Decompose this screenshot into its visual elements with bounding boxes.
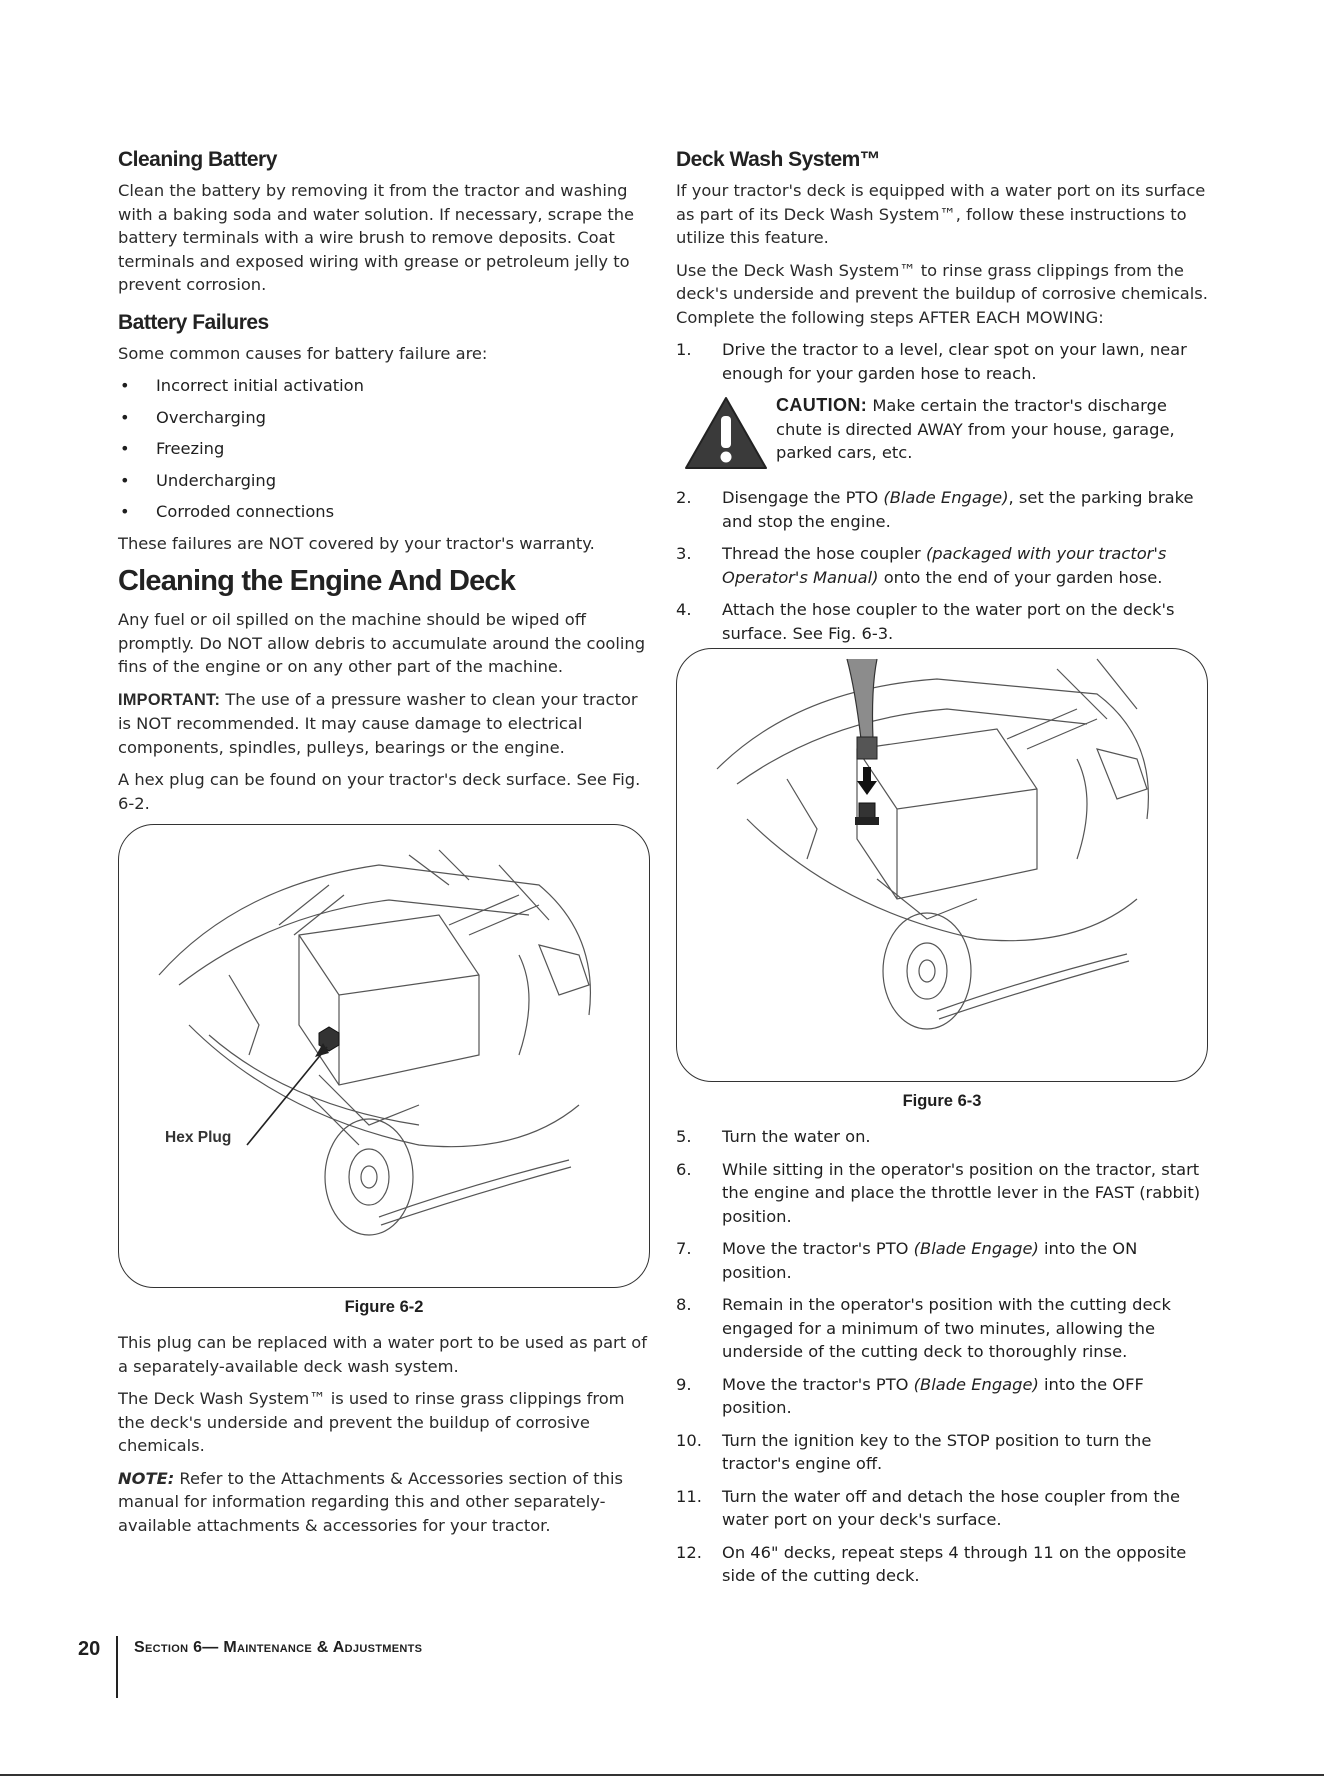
page-footer bbox=[78, 1636, 422, 1702]
list-item: 12. On 46" decks, repeat steps 4 through 11 on the opposite side of the cutting deck. bbox=[676, 1542, 1187, 1585]
important-label: IMPORTANT: bbox=[118, 690, 221, 709]
deck-hose-coupler-illustration bbox=[677, 649, 1208, 1081]
left-column bbox=[118, 148, 650, 1546]
list-item: 9. Move the tractor's PTO (Blade Engage) into the OFF position. bbox=[676, 1374, 1144, 1417]
cleaning-engine-heading: Cleaning the Engine And Deck bbox=[118, 565, 516, 597]
figure-6-3-caption: Figure 6-3 bbox=[902, 1092, 982, 1110]
list-item: • Overcharging bbox=[120, 407, 266, 427]
list-item: 8. Remain in the operator's position with the cutting deck engaged for a minimum of two minutes, allowing the underside of the cutting deck to thoroughly rinse. bbox=[676, 1295, 1171, 1361]
deck-wash-paragraph: The Deck Wash System™ is used to rinse grass clippings from the deck's underside and prevent the buildup of corrosive chemicals. bbox=[118, 1389, 625, 1455]
caution-label: CAUTION: bbox=[776, 395, 868, 415]
list-item: 11. Turn the water off and detach the hose coupler from the water port on your deck's surface. bbox=[676, 1486, 1181, 1529]
hex-plug-leader-line bbox=[247, 1047, 327, 1145]
caution-text: CAUTION: Make certain the tractor's discharge chute is directed AWAY from your house, garage, parked cars, etc. bbox=[776, 395, 1175, 462]
list-item: 2. Disengage the PTO (Blade Engage), set the parking brake and stop the engine. bbox=[676, 488, 1194, 531]
list-item: 7. Move the tractor's PTO (Blade Engage) into the ON position. bbox=[676, 1239, 1138, 1282]
battery-failures-intro: Some common causes for battery failure are: bbox=[118, 343, 488, 363]
list-item: • Undercharging bbox=[120, 470, 277, 490]
water-port-part bbox=[859, 803, 875, 819]
page-number: 20 bbox=[78, 1638, 101, 1660]
cleaning-battery-heading: Cleaning Battery bbox=[118, 148, 277, 171]
note-paragraph: NOTE: Refer to the Attachments & Accessories section of this manual for information regarding this and other separately-available attachments & accessories for your tractor. bbox=[118, 1468, 623, 1535]
battery-failures-heading: Battery Failures bbox=[118, 310, 269, 334]
steps-list-a bbox=[676, 338, 1208, 385]
bottom-rule bbox=[0, 1774, 1324, 1776]
list-item: • Incorrect initial activation bbox=[120, 376, 364, 395]
steps-list-b bbox=[676, 486, 1208, 645]
list-item: 6. While sitting in the operator's position on the tractor, start the engine and place the throttle lever in the FAST (rabbit) position. bbox=[676, 1159, 1201, 1226]
deck-wash-heading: Deck Wash System™ bbox=[676, 148, 881, 171]
cleaning-engine-body: Any fuel or oil spilled on the machine should be wiped off promptly. Do NOT allow debris to accumulate around the cooling fins of the engine or on any other part of the machine. bbox=[118, 610, 646, 676]
list-item: 10. Turn the ignition key to the STOP position to turn the tractor's engine off. bbox=[676, 1430, 1152, 1473]
battery-failures-outro: These failures are NOT covered by your tractor's warranty. bbox=[118, 533, 595, 553]
steps-list-c bbox=[676, 1125, 1208, 1588]
down-arrow-icon bbox=[863, 767, 871, 783]
plug-replace-paragraph: This plug can be replaced with a water port to be used as part of a separately-available deck wash system. bbox=[118, 1333, 647, 1376]
section-title: Section 6— Maintenance & Adjustments bbox=[134, 1639, 423, 1656]
cleaning-battery-body: Clean the battery by removing it from the tractor and washing with a baking soda and water solution. If necessary, scrape the battery terminals with a wire brush to remove deposits. Coat terminals and exposed wiring with grease or petroleum jelly to prevent corrosion. bbox=[118, 181, 635, 294]
warning-triangle-icon bbox=[676, 394, 776, 470]
footer-divider bbox=[116, 1636, 118, 1698]
figure-6-2-frame bbox=[118, 824, 650, 1288]
hex-plug-paragraph: A hex plug can be found on your tractor's deck surface. See Fig. 6-2. bbox=[118, 770, 641, 813]
hose-coupler bbox=[857, 737, 877, 759]
list-item: 3. Thread the hose coupler (packaged with your tractor's Operator's Manual) onto the end of your garden hose. bbox=[676, 544, 1167, 587]
list-item: • Corroded connections bbox=[120, 502, 335, 521]
list-item: • Freezing bbox=[120, 439, 225, 458]
figure-6-3-frame bbox=[676, 648, 1208, 1082]
deck-wash-intro: If your tractor's deck is equipped with a water port on its surface as part of its Deck Wash System™, follow these instructions to utilize this feature. bbox=[676, 181, 1206, 247]
caution-block bbox=[676, 394, 1208, 470]
list-item: 1. Drive the tractor to a level, clear spot on your lawn, near enough for your garden hose to reach. bbox=[676, 340, 1187, 383]
list-item: 4. Attach the hose coupler to the water port on the deck's surface. See Fig. 6-3. bbox=[676, 600, 1175, 643]
right-column bbox=[676, 148, 1208, 1597]
figure-6-2-caption: Figure 6-2 bbox=[344, 1298, 424, 1316]
hex-plug-callout: Hex Plug bbox=[165, 1129, 232, 1146]
deck-hex-plug-illustration bbox=[119, 825, 650, 1287]
battery-failures-list bbox=[118, 374, 650, 524]
list-item: 5. Turn the water on. bbox=[676, 1127, 871, 1146]
deck-wash-usage: Use the Deck Wash System™ to rinse grass clippings from the deck's underside and prevent the buildup of corrosive chemicals. Complete the following steps AFTER EACH MOWING: bbox=[676, 260, 1208, 327]
important-paragraph: IMPORTANT: The use of a pressure washer to clean your tractor is NOT recommended. It may cause damage to electrical components, spindles, pulleys, bearings or the engine. bbox=[118, 689, 638, 757]
note-label: NOTE: bbox=[118, 1468, 175, 1488]
